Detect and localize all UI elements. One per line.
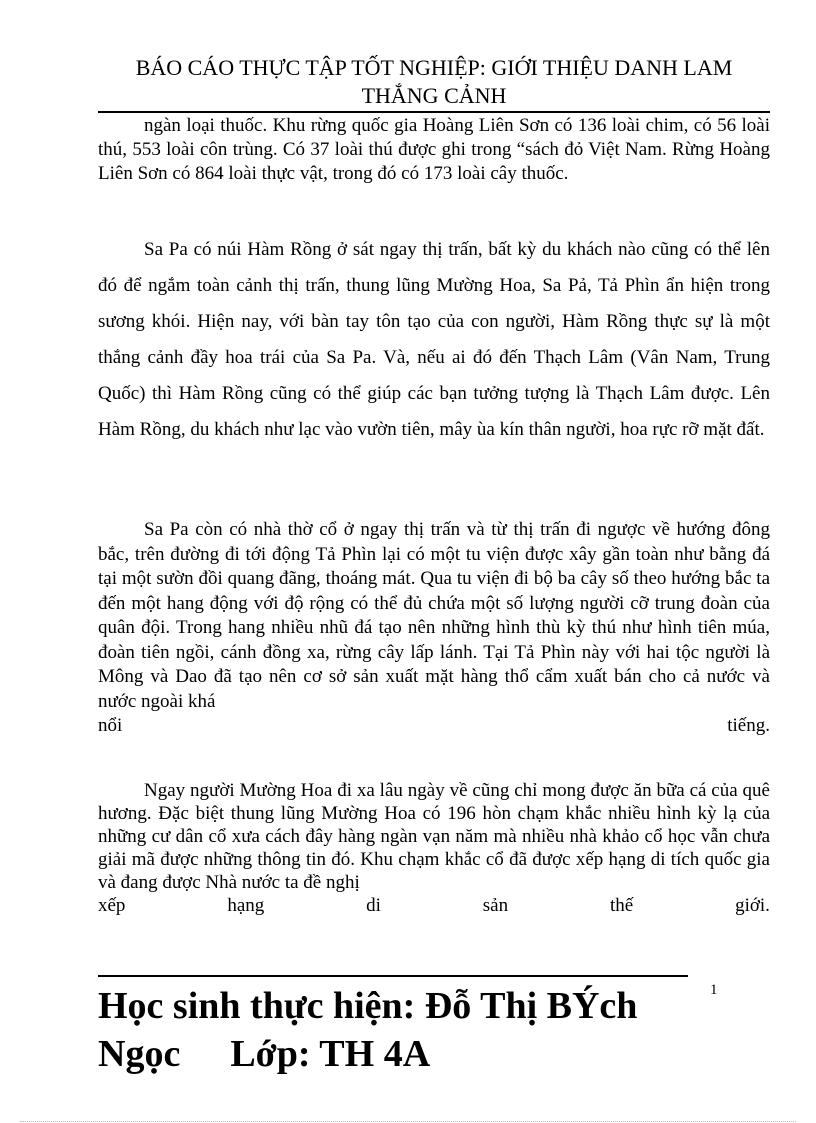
- paragraph-2: Sa Pa có núi Hàm Rồng ở sát ngay thị trấn, bất kỳ du khách nào cũng có thể lên đó để ngắm toàn cảnh thị trấn, thung lũng Mường Hoa, Sa Pả, Tả Phìn ẩn hiện trong sương khói. Hiện nay, với bàn tay tôn tạo của con người, Hàm Rồng thực sự là một thắng cảnh đầy hoa trái của Sa Pa. Và, nếu ai đó đến Thạch Lâm (Vân Nam, Trung Quốc) thì Hàm Rồng cũng có thể giúp các bạn tưởng tượng là Thạch Lâm được. Lên Hàm Rồng, du khách như lạc vào vườn tiên, mây ùa kín thân người, hoa rực rỡ mặt đất.: [98, 239, 770, 440]
- footer-student-name-end: Ngọc: [98, 1033, 181, 1075]
- footer-divider: [98, 975, 688, 977]
- paragraph-3-word: nổi: [98, 715, 123, 736]
- paragraph-4-word: xếp: [98, 895, 126, 916]
- paragraph-4-word: thế: [609, 895, 634, 916]
- paragraph-4-last-line: [98, 894, 770, 917]
- header-divider: [98, 111, 770, 113]
- paragraph-4-word: di: [366, 895, 381, 916]
- page-bottom-border: [20, 1121, 796, 1122]
- page-number: 1: [710, 982, 718, 998]
- paragraph-4-word: giới.: [735, 895, 770, 916]
- paragraph-3-text: Sa Pa còn có nhà thờ cổ ở ngay thị trấn và từ thị trấn đi ngược về hướng đông bắc, trên đường đi tới động Tả Phìn lại có một tu viện được xây gần toàn như bằng đá tại một sườn đồi quang đãng, thoáng mát. Qua tu viện đi bộ ba cây số theo hướng bắc ta đến một hang động với độ rộng có thể đủ chứa một số lượng người cỡ trung đoàn của quân đội. Trong hang nhiều nhũ đá tạo nên những hình thù kỳ thú như hình tiên múa, đoàn tiên ngồi, cánh đồng xa, rừng cây lấp lánh. Tại Tả Phìn này với hai tộc người là Mông và Dao đã tạo nên cơ sở sản xuất mặt hàng thổ cẩm xuất bán cho cả nước và nước ngoài khá: [98, 519, 770, 712]
- page-header: [98, 54, 770, 110]
- header-title-line1: BÁO CÁO THỰC TẬP TỐT NGHIỆP: GIỚI THIỆU DANH LAM: [135, 55, 733, 80]
- paragraph-4-text: Ngay người Mường Hoa đi xa lâu ngày về cũng chỉ mong được ăn bữa cá của quê hương. Đặc biệt thung lũng Mường Hoa có 196 hòn chạm khắc nhiều hình kỳ lạ của những cư dân cổ xưa cách đây hàng ngàn vạn năm mà nhiều nhà khảo cổ học vẫn chưa giải mã được những thông tin đó. Khu chạm khắc cổ đã được xếp hạng di tích quốc gia và đang được Nhà nước ta đề nghị: [98, 780, 770, 893]
- footer-class-line: [98, 1030, 698, 1078]
- paragraph-3: [98, 518, 770, 739]
- paragraph-1: ngàn loại thuốc. Khu rừng quốc gia Hoàng Liên Sơn có 136 loài chim, có 56 loài thú, 553 loài côn trùng. Có 37 loài thú được ghi trong “sách đỏ Việt Nam. Rừng Hoàng Liên Sơn có 864 loài thực vật, trong đó có 173 loài cây thuốc.: [98, 115, 770, 184]
- footer-class: Lớp: TH 4A: [230, 1033, 431, 1075]
- paragraph-3-word: tiếng.: [727, 715, 770, 736]
- paragraph-4-word: hạng: [227, 895, 265, 916]
- paragraph-4: [98, 779, 770, 917]
- header-title-line2: THẮNG CẢNH: [361, 83, 507, 108]
- page-footer: [98, 982, 698, 1078]
- footer-student-line: Học sinh thực hiện: Đỗ Thị BÝch: [98, 985, 638, 1027]
- paragraph-4-word: sản: [482, 895, 509, 916]
- paragraph-3-last-line: [98, 714, 770, 739]
